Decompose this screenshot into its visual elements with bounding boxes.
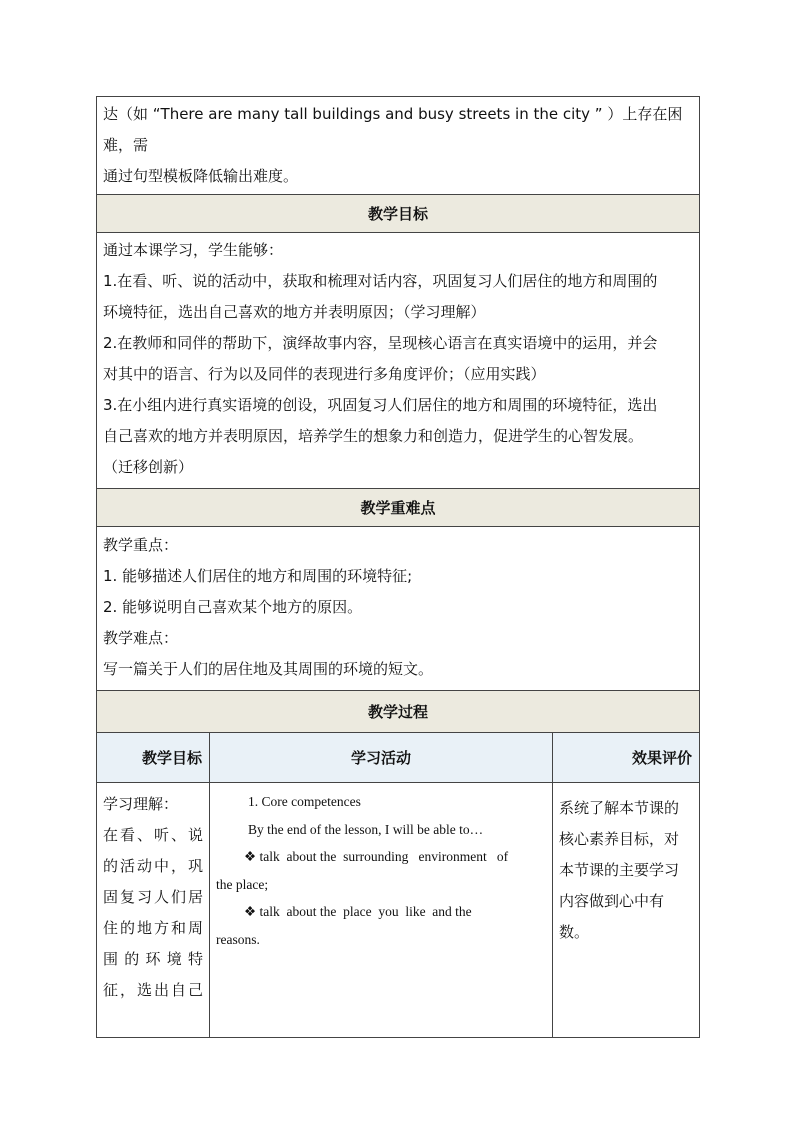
keypoint-line: 教学重点： (103, 536, 179, 554)
column-header-eval: 效果评价 (553, 733, 700, 783)
goal-line: 的活动中，巩 (103, 857, 203, 875)
process-header-row (97, 691, 700, 733)
goal-line: 住的地方和周 (103, 919, 203, 937)
activity-item-2: By the end of the lesson, I will be able to… (248, 821, 484, 837)
intro-line-2: 通过句型模板降低输出难度。 (103, 167, 299, 185)
keypoint-line: 2. 能够说明自己喜欢某个地方的原因。 (103, 598, 363, 616)
objective-line: 环境特征，选出自己喜欢的地方并表明原因；（学习理解） (103, 303, 486, 321)
eval-cell (553, 783, 700, 1038)
keypoints-header: 教学重难点 (97, 489, 700, 527)
goal-line: 围的环境特 (103, 950, 203, 968)
keypoint-line: 1. 能够描述人们居住的地方和周围的环境特征; (103, 567, 413, 585)
objective-line: 通过本课学习，学生能够： (103, 241, 284, 259)
keypoint-line: 写一篇关于人们的居住地及其周围的环境的短文。 (103, 660, 434, 678)
activity-bullet-1-cont: the place; (216, 876, 269, 892)
keypoints-header-row (97, 489, 700, 527)
diamond-bullet-icon: ❖ (244, 849, 257, 864)
goal-line: 在看、听、说 (103, 826, 203, 844)
activity-cell (210, 783, 553, 1038)
objectives-row (97, 233, 700, 489)
objectives-header: 教学目标 (97, 195, 700, 233)
eval-line: 系统了解本节课的 (559, 799, 680, 817)
goal-line: 学习理解： (103, 795, 179, 813)
keypoint-line: 教学难点： (103, 629, 179, 647)
objectives-cell (97, 233, 700, 489)
keypoints-cell (97, 527, 700, 691)
goal-line: 征，选出自己 (103, 981, 203, 999)
eval-line: 内容做到心中有 (559, 892, 665, 910)
eval-line: 数。 (559, 923, 590, 941)
intro-cell (97, 97, 700, 195)
diamond-bullet-icon: ❖ (244, 904, 257, 919)
objective-line: 1.在看、听、说的活动中，获取和梳理对话内容，巩固复习人们居住的地方和周围的 (103, 272, 658, 290)
intro-row (97, 97, 700, 195)
activity-bullet-2: ❖ talk about the place you like and the (244, 904, 472, 919)
goal-line: 固复习人们居 (103, 888, 203, 906)
process-header: 教学过程 (97, 691, 700, 733)
process-row (97, 783, 700, 1038)
column-header-goal: 教学目标 (97, 733, 210, 783)
eval-line: 核心素养目标，对 (559, 830, 680, 848)
process-column-header-row (97, 733, 700, 783)
eval-line: 本节课的主要学习 (559, 861, 680, 879)
keypoints-row (97, 527, 700, 691)
activity-bullet-2-cont: reasons. (216, 931, 260, 947)
objectives-header-row (97, 195, 700, 233)
column-header-activity: 学习活动 (210, 733, 553, 783)
activity-bullet-1: ❖ talk about the surrounding environment of (244, 849, 509, 864)
objective-line: 2.在教师和同伴的帮助下，演绎故事内容，呈现核心语言在真实语境中的运用，并会 (103, 334, 658, 352)
objective-line: （迁移创新） (103, 458, 194, 476)
activity-item-1: 1. Core competences (248, 794, 361, 809)
objective-line: 自己喜欢的地方并表明原因，培养学生的想象力和创造力，促进学生的心智发展。 (103, 427, 644, 445)
goal-cell (97, 783, 210, 1038)
lesson-plan-table (96, 96, 700, 1038)
intro-line-1: 达（如 “There are many tall buildings and busy streets in the city ” ）上存在困难，需 (103, 105, 683, 154)
objective-line: 3.在小组内进行真实语境的创设，巩固复习人们居住的地方和周围的环境特征，选出 (103, 396, 658, 414)
objective-line: 对其中的语言、行为以及同伴的表现进行多角度评价；（应用实践） (103, 365, 546, 383)
